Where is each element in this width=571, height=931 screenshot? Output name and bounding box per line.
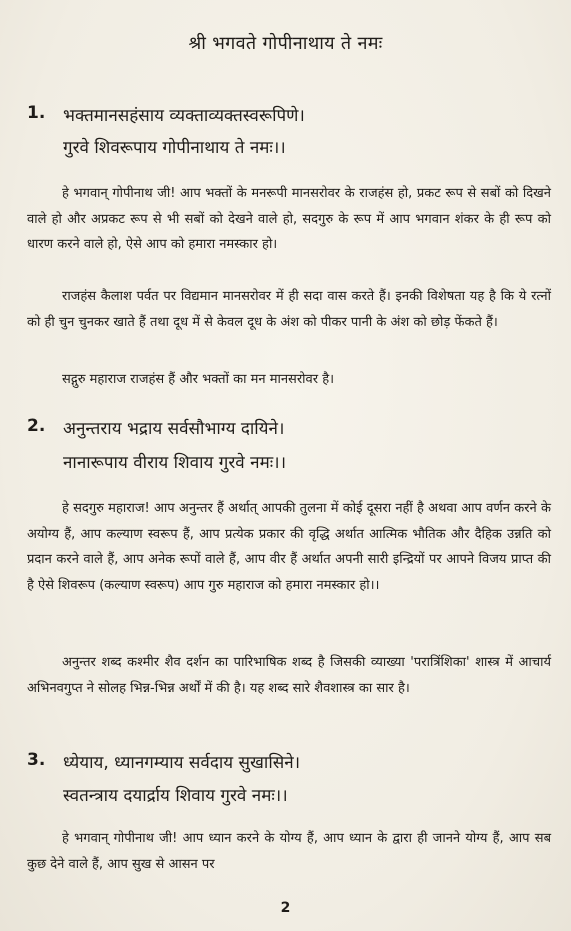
verse-line: नानारूपाय वीराय शिवाय गुरवे नमः।। [63, 453, 287, 473]
verse-line: अनुन्तराय भद्राय सर्वसौभाग्य दायिने। [63, 419, 285, 439]
verse-line: स्वतन्त्राय दयार्द्राय शिवाय गुरवे नमः।। [63, 786, 288, 806]
paragraph: हे सदगुरु महाराज! आप अनुन्तर हैं अर्थात् आपकी तुलना में कोई दूसरा नहीं है अथवा आप वर्णन करने के अयोग्य हैं, आप कल्याण स्वरूप हैं, आप प्रत्येक प्रकार की वृद्धि अर्थात आत्मिक भौतिक और दैहिक उन्नति को प्रदान करने वाले हैं, आप अनेक रूपों वाले हैं, आप वीर हैं अर्थात अपनी सारी इन्द्रियों पर आपने विजय प्राप्त की है ऐसे शिवरूप (कल्याण स्वरूप) आप गुरु महाराज को हमारा नमस्कार हो।। [27, 501, 551, 593]
verse-number: 3. [27, 750, 46, 770]
verse-number: 2. [27, 416, 46, 436]
paragraph: हे भगवान् गोपीनाथ जी! आप भक्तों के मनरूपी मानसरोवर के राजहंस हो, प्रकट रूप से सबों को दिखने वाले हो और अप्रकट रूप से भी सबों को देखने वाले हो, सदगुरु के रूप में आप भगवान शंकर के ही रूप को धारण करने वाले हो, ऐसे आप को हमारा नमस्कार हो। [27, 186, 551, 252]
verse-number: 1. [27, 103, 46, 123]
verse-line: ध्येयाय, ध्यानगम्याय सर्वदाय सुखासिने। [63, 753, 301, 773]
verse-line: भक्तमानसहंसाय व्यक्ताव्यक्तस्वरूपिणे। [63, 106, 305, 126]
paragraph: सद्गुरु महाराज राजहंस हैं और भक्तों का मन मानसरोवर है। [62, 372, 335, 387]
verse-line: गुरवे शिवरूपाय गोपीनाथाय ते नमः।। [63, 138, 286, 158]
page-number: 2 [280, 900, 291, 916]
page-title: श्री भगवते गोपीनाथाय ते नमः [188, 33, 383, 54]
paragraph: हे भगवान् गोपीनाथ जी! आप ध्यान करने के योग्य हैं, आप ध्यान के द्वारा ही जानने योग्य हैं, आप सब कुछ देने वाले हैं, आप सुख से आसन पर [27, 831, 551, 872]
paragraph: अनुन्तर शब्द कश्मीर शैव दर्शन का पारिभाषिक शब्द है जिसकी व्याख्या 'परात्रिंशिका' शास्त्र में आचार्य अभिनवगुप्त ने सोलह भिन्न-भिन्न अर्थों में की है। यह शब्द सारे शैवशास्त्र का सार है। [27, 655, 551, 696]
paragraph: राजहंस कैलाश पर्वत पर विद्यमान मानसरोवर में ही सदा वास करते हैं। इनकी विशेषता यह है कि ये रत्नों को ही चुन चुनकर खाते हैं तथा दूध में से केवल दूध के अंश को पीकर पानी के अंश को छोड़ फेंकते हैं। [27, 289, 551, 330]
